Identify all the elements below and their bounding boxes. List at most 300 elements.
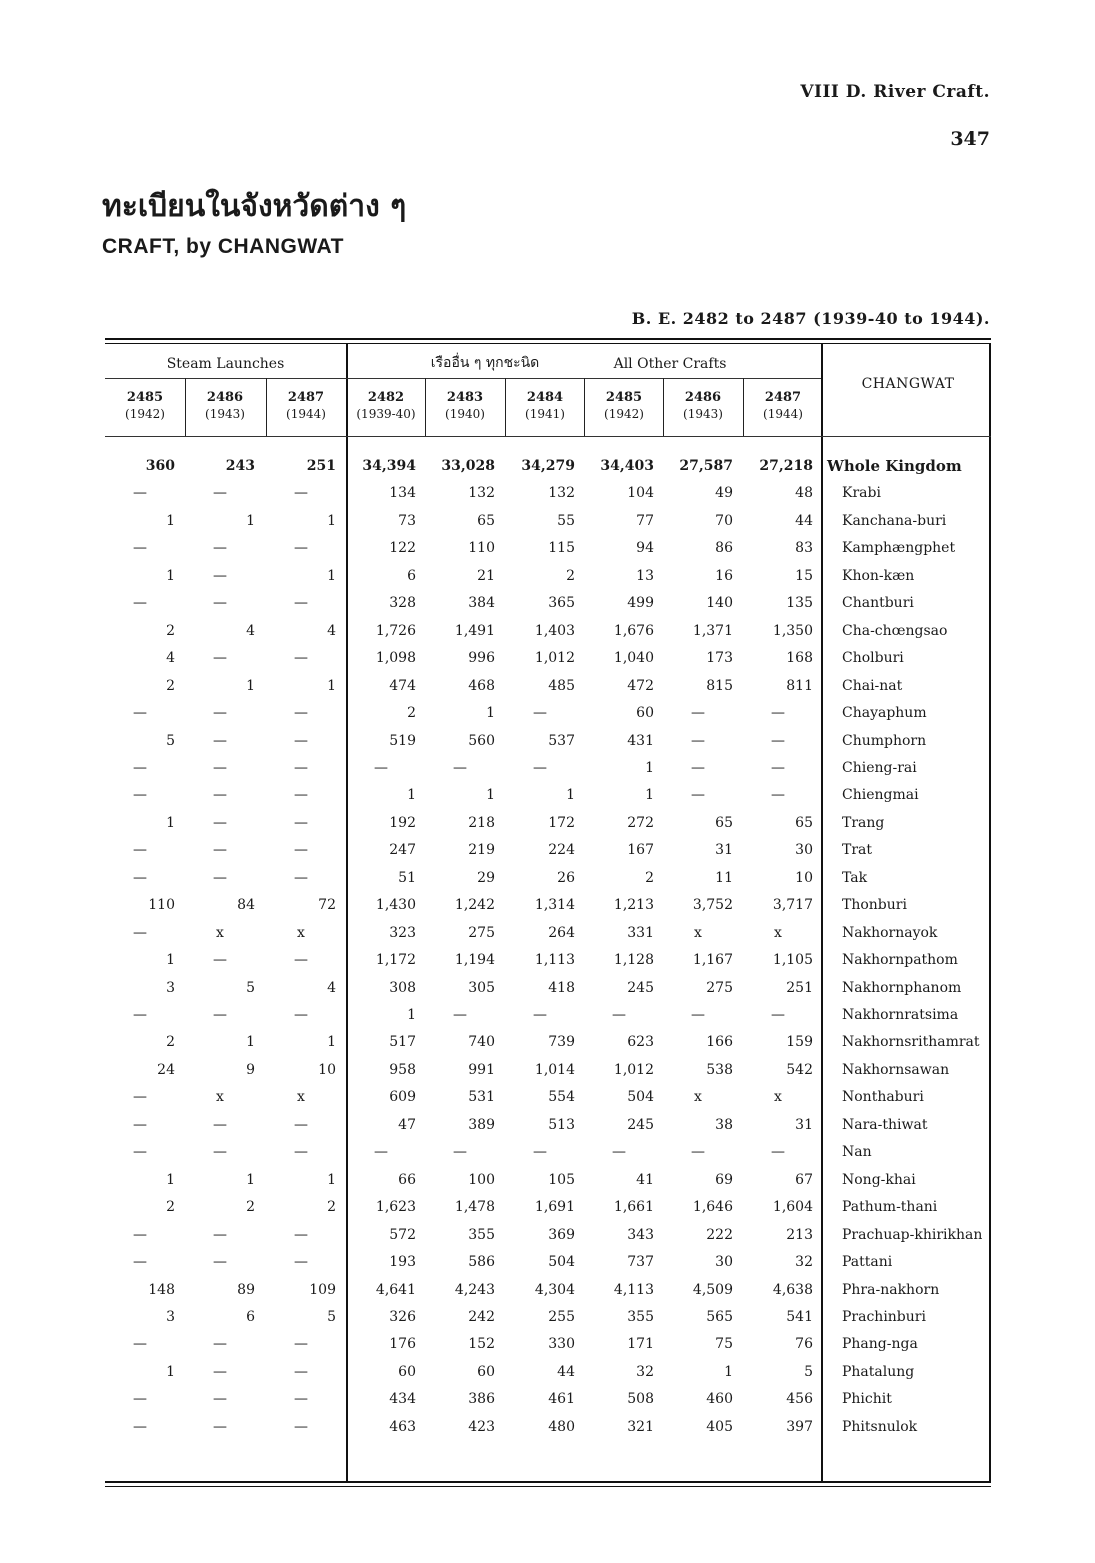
table-cell: 67 (795, 1172, 813, 1188)
table-cell: — (691, 733, 705, 749)
table-cell: 405 (706, 1419, 733, 1435)
changwat-name: Kamphængphet (842, 540, 956, 556)
table-cell: 572 (389, 1227, 416, 1243)
table-cell: 4 (246, 623, 255, 639)
table-cell: 224 (548, 842, 575, 858)
table-cell: — (771, 705, 785, 721)
table-cell: 323 (389, 925, 416, 941)
table-cell: 3,752 (692, 897, 733, 913)
changwat-name: Krabi (842, 485, 881, 501)
column-header-ce: (1944) (286, 407, 326, 421)
table-cell: 815 (706, 678, 733, 694)
changwat-name: Chumphorn (842, 733, 927, 749)
table-cell: 531 (468, 1089, 495, 1105)
changwat-name: Tak (842, 870, 868, 886)
column-header (584, 390, 664, 422)
table-cell: — (374, 760, 388, 776)
table-cell: 1,012 (613, 1062, 654, 1078)
table-cell: — (533, 705, 547, 721)
table-cell: — (294, 870, 308, 886)
changwat-name: Nakhornsrithamrat (842, 1034, 980, 1050)
table-cell: 1,040 (613, 650, 654, 666)
table-cell: 474 (389, 678, 416, 694)
table-cell: — (213, 952, 227, 968)
table-cell: 172 (548, 815, 575, 831)
table-cell: — (133, 1254, 147, 1270)
column-header (505, 390, 585, 422)
table-cell: — (133, 870, 147, 886)
table-cell: — (133, 1391, 147, 1407)
table-cell: — (771, 760, 785, 776)
table-cell: 176 (389, 1336, 416, 1352)
table-cell: — (294, 842, 308, 858)
changwat-name: Phatalung (842, 1364, 915, 1380)
table-cell: 83 (795, 540, 813, 556)
table-cell: 4,113 (613, 1282, 654, 1298)
table-cell: 245 (627, 1117, 654, 1133)
table-cell: — (691, 1144, 705, 1160)
table-cell: 517 (389, 1034, 416, 1050)
table-cell: 397 (786, 1419, 813, 1435)
table-cell: 140 (706, 595, 733, 611)
changwat-name: Phra-nakhorn (842, 1282, 940, 1298)
table-cell: — (294, 650, 308, 666)
table-cell: 148 (148, 1282, 175, 1298)
table-cell: 30 (715, 1254, 733, 1270)
table-cell: 1,661 (613, 1199, 654, 1215)
changwat-name: Nonthaburi (842, 1089, 924, 1105)
table-cell: 1 (327, 678, 336, 694)
table-cell: 49 (715, 485, 733, 501)
table-cell: 6 (246, 1309, 255, 1325)
table-cell: 330 (548, 1336, 575, 1352)
column-header-year: 2482 (367, 390, 405, 405)
table-cell: — (133, 787, 147, 803)
changwat-name: Nakhornsawan (842, 1062, 950, 1078)
table-cell: 1,676 (613, 623, 654, 639)
table-cell: — (133, 1227, 147, 1243)
table-cell: 24 (157, 1062, 175, 1078)
table-cell: 73 (398, 513, 416, 529)
table-cell: 32 (636, 1364, 654, 1380)
table-cell: — (294, 1254, 308, 1270)
table-cell: 2 (246, 1199, 255, 1215)
table-cell: 222 (706, 1227, 733, 1243)
table-cell: 1 (486, 705, 495, 721)
table-cell: 609 (389, 1089, 416, 1105)
column-header (346, 390, 426, 422)
table-cell: — (213, 1364, 227, 1380)
table-cell: — (294, 760, 308, 776)
table-cell: 5 (246, 980, 255, 996)
table-cell: 623 (627, 1034, 654, 1050)
table-cell: 243 (225, 458, 255, 474)
table-cell: — (533, 1144, 547, 1160)
table-cell: 1 (327, 568, 336, 584)
table-cell: 5 (804, 1364, 813, 1380)
table-cell: 4,243 (454, 1282, 495, 1298)
table-cell: 34,394 (362, 458, 416, 474)
column-header-year: 2485 (126, 390, 164, 405)
table-cell: 4,509 (692, 1282, 733, 1298)
table-cell: 75 (715, 1336, 733, 1352)
changwat-name: Nakhornratsima (842, 1007, 959, 1023)
table-cell: 66 (398, 1172, 416, 1188)
table-cell: 1 (486, 787, 495, 803)
table-cell: 77 (636, 513, 654, 529)
table-cell: — (133, 1144, 147, 1160)
table-cell: — (213, 485, 227, 501)
table-cell: 308 (389, 980, 416, 996)
table-cell: — (771, 733, 785, 749)
page-title: CRAFT, by CHANGWAT (102, 235, 344, 258)
table-cell: 2 (166, 623, 175, 639)
table-cell: 60 (636, 705, 654, 721)
table-cell: 2 (166, 1034, 175, 1050)
table-cell: 1,478 (454, 1199, 495, 1215)
table-cell: — (294, 1227, 308, 1243)
table-cell: 110 (468, 540, 495, 556)
column-header-year: 2484 (526, 390, 564, 405)
changwat-name: Nara-thiwat (842, 1117, 928, 1133)
table-cell: x (774, 925, 782, 941)
changwat-name: Prachinburi (842, 1309, 926, 1325)
table-cell: — (294, 1117, 308, 1133)
table-cell: 1,691 (534, 1199, 575, 1215)
column-header-ce: (1944) (763, 407, 803, 421)
table-cell: — (213, 650, 227, 666)
table-top-rule (105, 338, 991, 340)
column-header-year: 2485 (605, 390, 643, 405)
table-cell: x (297, 925, 305, 941)
changwat-name: Thonburi (842, 897, 907, 913)
table-cell: — (612, 1144, 626, 1160)
changwat-name: Cholburi (842, 650, 904, 666)
table-cell: — (213, 595, 227, 611)
table-cell: 542 (786, 1062, 813, 1078)
table-cell: 360 (145, 458, 175, 474)
table-cell: 586 (468, 1254, 495, 1270)
table-cell: — (294, 1144, 308, 1160)
table-cell: 251 (786, 980, 813, 996)
table-cell: 132 (548, 485, 575, 501)
table-cell: — (771, 1144, 785, 1160)
table-cell: — (133, 1117, 147, 1133)
column-header (185, 390, 265, 422)
table-cell: 4,638 (772, 1282, 813, 1298)
changwat-name: Nakhornayok (842, 925, 938, 941)
changwat-name: Chantburi (842, 595, 914, 611)
table-cell: 1,314 (534, 897, 575, 913)
table-cell: 463 (389, 1419, 416, 1435)
table-cell: 991 (468, 1062, 495, 1078)
table-cell: — (133, 485, 147, 501)
table-cell: 38 (715, 1117, 733, 1133)
column-header (743, 390, 823, 422)
table-cell: 16 (715, 568, 733, 584)
changwat-name: Phichit (842, 1391, 892, 1407)
table-cell: 1,242 (454, 897, 495, 913)
table-cell: 958 (389, 1062, 416, 1078)
table-cell: 1,105 (772, 952, 813, 968)
table-cell: — (133, 842, 147, 858)
table-cell: 2 (327, 1199, 336, 1215)
table-top-rule-inner (105, 343, 991, 344)
table-cell: 2 (407, 705, 416, 721)
table-cell: 538 (706, 1062, 733, 1078)
table-cell: 115 (548, 540, 575, 556)
table-cell: 15 (795, 568, 813, 584)
table-cell: 34,403 (600, 458, 654, 474)
table-cell: — (374, 1144, 388, 1160)
column-header-ce: (1939-40) (356, 407, 416, 421)
table-cell: 1 (566, 787, 575, 803)
divider-data-changwat (821, 343, 823, 1481)
table-cell: 499 (627, 595, 654, 611)
table-cell: 173 (706, 650, 733, 666)
table-cell: 1 (327, 1034, 336, 1050)
table-cell: 135 (786, 595, 813, 611)
table-cell: 70 (715, 513, 733, 529)
table-cell: 159 (786, 1034, 813, 1050)
table-cell: 434 (389, 1391, 416, 1407)
table-cell: 504 (548, 1254, 575, 1270)
table-cell: 89 (237, 1282, 255, 1298)
table-cell: 1,430 (375, 897, 416, 913)
table-cell: 11 (715, 870, 733, 886)
table-cell: 27,587 (679, 458, 733, 474)
table-cell: 996 (468, 650, 495, 666)
table-cell: 811 (786, 678, 813, 694)
table-cell: 1 (166, 1172, 175, 1188)
table-cell: 1 (645, 760, 654, 776)
table-cell: — (294, 1391, 308, 1407)
table-cell: 386 (468, 1391, 495, 1407)
changwat-header: CHANGWAT (861, 376, 955, 392)
table-cell: x (216, 925, 224, 941)
table-cell: 9 (246, 1062, 255, 1078)
table-cell: 1 (246, 513, 255, 529)
table-cell: — (691, 705, 705, 721)
table-cell: 2 (166, 1199, 175, 1215)
table-cell: 47 (398, 1117, 416, 1133)
table-cell: — (213, 760, 227, 776)
table-cell: 472 (627, 678, 654, 694)
table-cell: 1 (407, 787, 416, 803)
table-cell: — (213, 1254, 227, 1270)
table-cell: 1 (645, 787, 654, 803)
changwat-name: Trang (842, 815, 885, 831)
table-cell: 431 (627, 733, 654, 749)
table-cell: — (771, 1007, 785, 1023)
table-cell: 1,646 (692, 1199, 733, 1215)
table-cell: 109 (309, 1282, 336, 1298)
table-cell: 1 (246, 1172, 255, 1188)
column-header-year: 2487 (287, 390, 325, 405)
table-cell: 456 (786, 1391, 813, 1407)
table-cell: 65 (477, 513, 495, 529)
table-cell: 134 (389, 485, 416, 501)
table-cell: — (294, 595, 308, 611)
table-cell: 69 (715, 1172, 733, 1188)
table-cell: — (213, 787, 227, 803)
table-cell: 29 (477, 870, 495, 886)
table-cell: 219 (468, 842, 495, 858)
table-cell: 328 (389, 595, 416, 611)
table-cell: 4 (166, 650, 175, 666)
table-cell: 5 (166, 733, 175, 749)
table-cell: 100 (468, 1172, 495, 1188)
table-cell: 508 (627, 1391, 654, 1407)
table-cell: — (133, 1336, 147, 1352)
table-cell: 65 (715, 815, 733, 831)
table-cell: — (294, 952, 308, 968)
table-cell: 355 (627, 1309, 654, 1325)
changwat-name: Pathum-thani (842, 1199, 938, 1215)
table-cell: 740 (468, 1034, 495, 1050)
table-right-border (989, 343, 991, 1481)
table-cell: 1,098 (375, 650, 416, 666)
table-cell: 1,623 (375, 1199, 416, 1215)
table-cell: 32 (795, 1254, 813, 1270)
table-cell: 247 (389, 842, 416, 858)
table-cell: — (294, 705, 308, 721)
table-cell: — (294, 485, 308, 501)
table-cell: — (453, 760, 467, 776)
table-cell: — (294, 1007, 308, 1023)
table-cell: 3 (166, 1309, 175, 1325)
table-cell: — (612, 1007, 626, 1023)
changwat-name: Chieng-rai (842, 760, 917, 776)
table-cell: 272 (627, 815, 654, 831)
table-cell: 1,371 (692, 623, 733, 639)
table-cell: — (133, 595, 147, 611)
table-cell: — (294, 540, 308, 556)
table-cell: 166 (706, 1034, 733, 1050)
changwat-name: Prachuap-khirikhan (842, 1227, 983, 1243)
table-cell: 31 (795, 1117, 813, 1133)
table-cell: — (691, 1007, 705, 1023)
group-header-rule (105, 378, 821, 379)
table-cell: 1,403 (534, 623, 575, 639)
table-cell: — (213, 705, 227, 721)
column-header-year: 2486 (684, 390, 722, 405)
table-cell: 541 (786, 1309, 813, 1325)
column-header-year: 2486 (206, 390, 244, 405)
table-cell: x (694, 1089, 702, 1105)
table-cell: 554 (548, 1089, 575, 1105)
changwat-name: Nakhornpathom (842, 952, 958, 968)
table-cell: 275 (468, 925, 495, 941)
table-cell: — (213, 1391, 227, 1407)
table-cell: 1 (166, 568, 175, 584)
table-cell: 418 (548, 980, 575, 996)
table-cell: — (213, 1144, 227, 1160)
table-cell: 51 (398, 870, 416, 886)
table-cell: 739 (548, 1034, 575, 1050)
table-cell: 6 (407, 568, 416, 584)
table-cell: 537 (548, 733, 575, 749)
table-cell: 1,113 (534, 952, 575, 968)
table-cell: — (133, 925, 147, 941)
table-cell: — (213, 1336, 227, 1352)
table-cell: 30 (795, 842, 813, 858)
table-cell: 21 (477, 568, 495, 584)
table-cell: 1,726 (375, 623, 416, 639)
page-number: 347 (950, 128, 990, 150)
table-cell: — (133, 705, 147, 721)
table-cell: 331 (627, 925, 654, 941)
table-cell: — (294, 733, 308, 749)
table-cell: 10 (318, 1062, 336, 1078)
table-cell: — (213, 733, 227, 749)
group-header-thai: เรืออื่น ๆ ทุกชะนิด (430, 355, 540, 371)
table-cell: 565 (706, 1309, 733, 1325)
table-cell: 13 (636, 568, 654, 584)
table-cell: 26 (557, 870, 575, 886)
table-cell: 1 (166, 952, 175, 968)
table-cell: 41 (636, 1172, 654, 1188)
title-thai: ทะเบียนในจังหวัดต่าง ๆ (102, 189, 407, 224)
column-header-ce: (1941) (525, 407, 565, 421)
table-cell: 3,717 (772, 897, 813, 913)
column-header (105, 390, 185, 422)
table-cell: 60 (398, 1364, 416, 1380)
changwat-name: Chiengmai (842, 787, 919, 803)
table-cell: 5 (327, 1309, 336, 1325)
table-cell: 1 (166, 513, 175, 529)
table-cell: 1,213 (613, 897, 654, 913)
table-cell: 60 (477, 1364, 495, 1380)
table-cell: 10 (795, 870, 813, 886)
table-cell: 245 (627, 980, 654, 996)
table-cell: 48 (795, 485, 813, 501)
table-cell: — (213, 1227, 227, 1243)
table-cell: 485 (548, 678, 575, 694)
table-cell: 423 (468, 1419, 495, 1435)
column-header (425, 390, 505, 422)
group-header-other: All Other Crafts (613, 356, 727, 372)
table-cell: 86 (715, 540, 733, 556)
column-header-ce: (1943) (205, 407, 245, 421)
table-cell: 460 (706, 1391, 733, 1407)
table-cell: — (213, 815, 227, 831)
column-header-ce: (1940) (445, 407, 485, 421)
table-cell: 27,218 (759, 458, 813, 474)
table-cell: 65 (795, 815, 813, 831)
table-cell: 2 (166, 678, 175, 694)
table-cell: — (294, 787, 308, 803)
table-cell: 213 (786, 1227, 813, 1243)
table-cell: — (133, 1419, 147, 1435)
table-cell: 218 (468, 815, 495, 831)
table-cell: 1,167 (692, 952, 733, 968)
table-cell: — (213, 1419, 227, 1435)
table-cell: — (133, 760, 147, 776)
table-cell: 468 (468, 678, 495, 694)
changwat-name: Cha-chœngsao (842, 623, 948, 639)
table-cell: — (294, 1336, 308, 1352)
table-cell: 4,641 (375, 1282, 416, 1298)
table-cell: x (297, 1089, 305, 1105)
craft-table (105, 338, 991, 1488)
table-cell: 480 (548, 1419, 575, 1435)
changwat-name: Whole Kingdom (827, 457, 962, 475)
changwat-name: Phang-nga (842, 1336, 918, 1352)
table-cell: — (453, 1007, 467, 1023)
table-cell: — (213, 568, 227, 584)
table-cell: 519 (389, 733, 416, 749)
